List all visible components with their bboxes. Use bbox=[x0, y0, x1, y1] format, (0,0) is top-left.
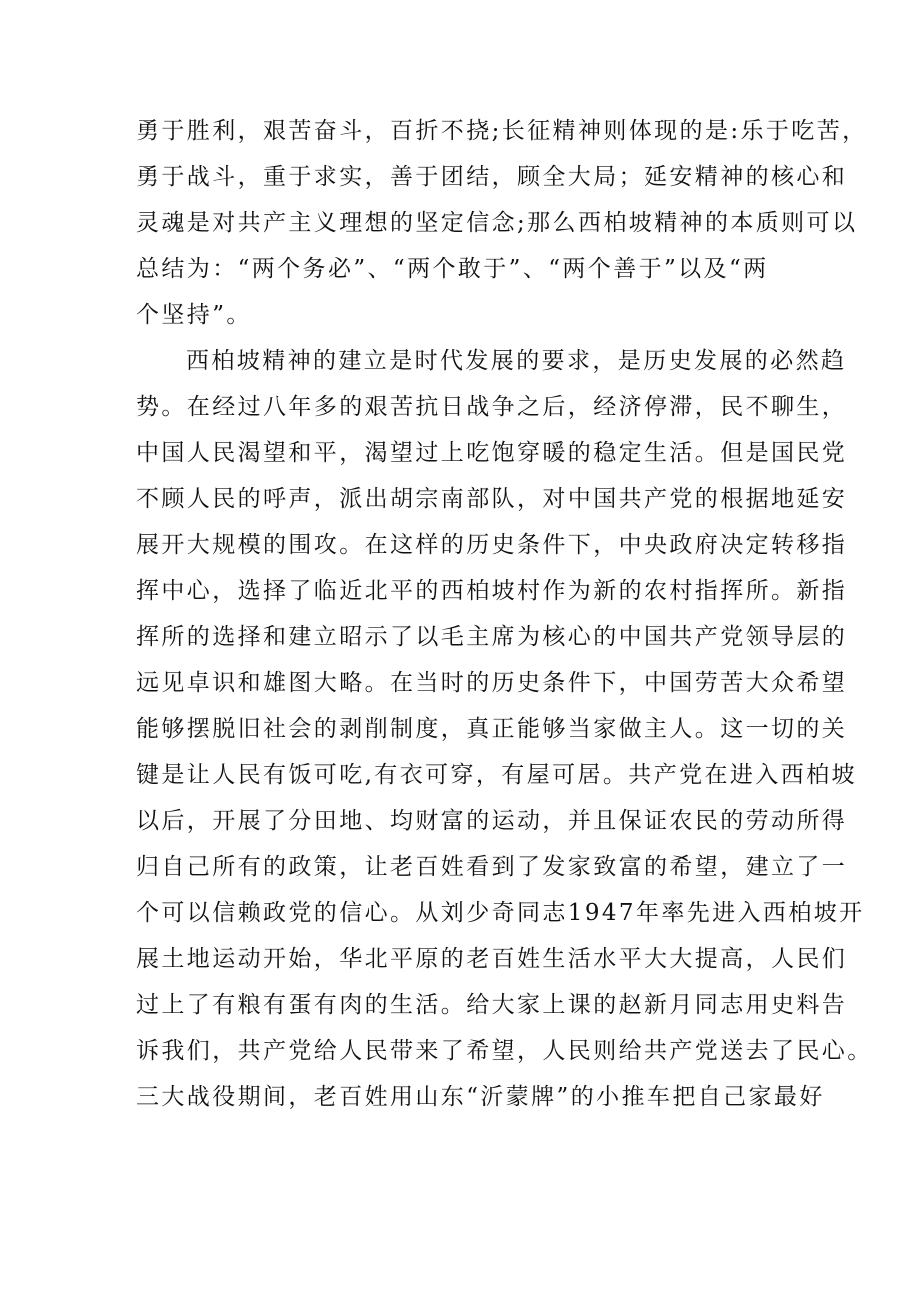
text-line: 个坚持”。 bbox=[136, 302, 252, 328]
text-line: 归自己所有的政策，让老百姓看到了发家致富的希望，建立了一 bbox=[136, 854, 848, 880]
text-line: 键是让人民有饭可吃,有衣可穿，有屋可居。共产党在进入西柏坡 bbox=[136, 762, 857, 788]
text-line: 西柏坡精神的建立是时代发展的要求，是历史发展的必然趋 bbox=[186, 348, 847, 374]
text-line: 勇于战斗，重于求实，善于团结，顾全大局；延安精神的核心和 bbox=[136, 164, 848, 190]
text-line: 灵魂是对共产主义理想的坚定信念;那么西柏坡精神的本质则可以 bbox=[136, 210, 858, 236]
text-line: 中国人民渴望和平，渴望过上吃饱穿暖的稳定生活。但是国民党 bbox=[136, 440, 848, 466]
paragraph-xibaipo-spirit bbox=[136, 338, 873, 1120]
text-line: 勇于胜利，艰苦奋斗，百折不挠;长征精神则体现的是:乐于吃苦， bbox=[136, 118, 868, 144]
text-line: 诉我们，共产党给人民带来了希望，人民则给共产党送去了民心。 bbox=[136, 1038, 873, 1064]
text-line: 不顾人民的呼声，派出胡宗南部队，对中国共产党的根据地延安 bbox=[136, 486, 848, 512]
text-line: 以后，开展了分田地、均财富的运动，并且保证农民的劳动所得 bbox=[136, 808, 848, 834]
body-text bbox=[136, 108, 873, 1120]
text-line: 势。在经过八年多的艰苦抗日战争之后，经济停滞，民不聊生， bbox=[136, 394, 848, 420]
text-line: 个可以信赖政党的信心。从刘少奇同志1947年率先进入西柏坡开 bbox=[136, 900, 865, 926]
text-line: 过上了有粮有蛋有肉的生活。给大家上课的赵新月同志用史料告 bbox=[136, 992, 848, 1018]
text-line: 挥中心，选择了临近北平的西柏坡村作为新的农村指挥所。新指 bbox=[136, 578, 848, 604]
paragraph-continuation bbox=[136, 108, 868, 338]
text-line: 三大战役期间，老百姓用山东“沂蒙牌”的小推车把自己家最好 bbox=[136, 1084, 825, 1110]
text-line: 挥所的选择和建立昭示了以毛主席为核心的中国共产党领导层的 bbox=[136, 624, 848, 650]
text-line: 总结为：“两个务必”、“两个敢于”、“两个善于”以及“两 bbox=[136, 256, 769, 282]
text-line: 能够摆脱旧社会的剥削制度，真正能够当家做主人。这一切的关 bbox=[136, 716, 848, 742]
text-line: 展开大规模的围攻。在这样的历史条件下，中央政府决定转移指 bbox=[136, 532, 848, 558]
text-line: 展土地运动开始，华北平原的老百姓生活水平大大提高，人民们 bbox=[136, 946, 848, 972]
text-line: 远见卓识和雄图大略。在当时的历史条件下，中国劳苦大众希望 bbox=[136, 670, 848, 696]
